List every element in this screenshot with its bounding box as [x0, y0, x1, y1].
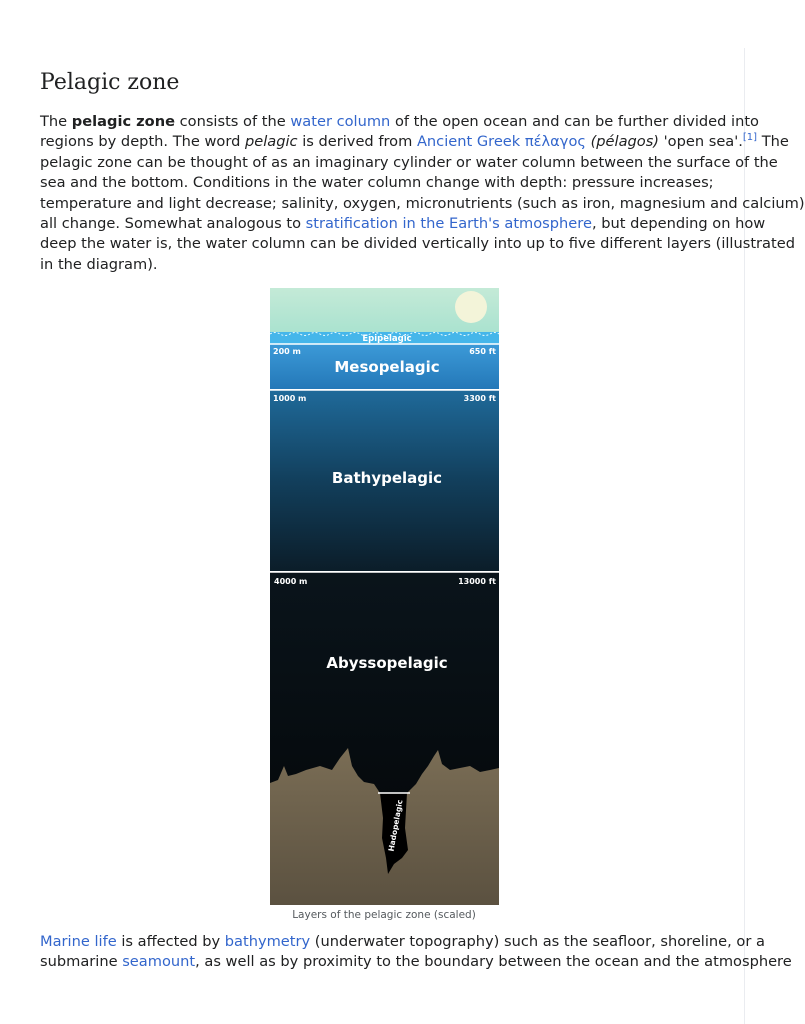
layer-hadopelagic-label: Hadopelagic: [386, 799, 405, 853]
text-run: sea and the bottom. Conditions in the water column change with depth: pressure increases;: [40, 174, 714, 192]
text-line: [40, 932, 765, 952]
depth-3300ft-label: 3300 ft: [463, 394, 496, 403]
italic-term: (pélagos): [590, 133, 660, 151]
text-run: The: [757, 133, 789, 151]
depth-4000m-label: 4000 m: [274, 577, 308, 586]
depth-200m-label: 200 m: [273, 347, 301, 356]
text-line: [40, 255, 740, 275]
text-run: The: [40, 113, 72, 130]
text-run: , as well as by proximity to the boundary between the ocean and the atmosphere: [195, 953, 792, 971]
text-run: is affected by: [116, 933, 225, 950]
text-run: in the diagram).: [40, 255, 158, 273]
citation-link[interactable]: [1]: [742, 132, 758, 144]
inline-link[interactable]: stratification in the Earth's atmosphere: [305, 215, 592, 233]
text-line: [40, 214, 766, 234]
inline-link[interactable]: seamount: [122, 953, 196, 971]
layer-epipelagic-label: Epipelagic: [362, 334, 412, 344]
inline-link[interactable]: water column: [290, 113, 391, 130]
layer-bathypelagic-label: Bathypelagic: [331, 469, 443, 487]
citation-ref[interactable]: [743, 132, 757, 143]
text-run: is derived from: [297, 133, 417, 151]
depth-1000m-label: 1000 m: [273, 394, 307, 403]
text-run: , but depending on how: [591, 215, 766, 233]
text-line: [40, 153, 778, 173]
inline-link[interactable]: Ancient Greek πέλαγος: [416, 133, 586, 151]
text-run: deep the water is, the water column can be divided vertically into up to five different layers (illustrated: [40, 235, 795, 253]
text-run: of the open ocean and can be further divided into: [390, 113, 759, 130]
marine-life-paragraph: [40, 932, 792, 973]
text-line: [40, 112, 759, 132]
text-run: regions by depth. The word: [40, 133, 245, 151]
text-run: consists of the: [174, 113, 291, 130]
pelagic-zone-diagram[interactable]: [270, 288, 499, 905]
text-run: (underwater topography) such as the seafloor, shoreline, or a: [310, 933, 765, 950]
intro-paragraph: [40, 112, 805, 275]
text-line: [40, 132, 789, 152]
section-heading: Pelagic zone: [40, 70, 180, 95]
sun-icon: [455, 291, 487, 323]
text-run: submarine: [40, 953, 123, 971]
italic-term: pelagic: [244, 133, 298, 151]
depth-650ft-label: 650 ft: [469, 347, 496, 356]
layer-abyssopelagic-label: Abyssopelagic: [326, 654, 448, 672]
inline-link[interactable]: Marine life: [40, 933, 117, 950]
bold-term: pelagic zone: [71, 113, 175, 130]
depth-13000ft-label: 13000 ft: [458, 577, 496, 586]
text-line: [40, 173, 740, 193]
text-run: all change. Somewhat analogous to: [40, 215, 306, 233]
text-run: temperature and light decrease; salinity, oxygen, micronutrients (such as iron, magnesium and calcium): [40, 194, 805, 212]
text-line: [40, 234, 795, 254]
text-line: [40, 952, 792, 972]
layer-mesopelagic-label: Mesopelagic: [334, 358, 440, 376]
text-run: pelagic zone can be thought of as an imaginary cylinder or water column between the surface of the: [40, 153, 778, 171]
inline-link[interactable]: bathymetry: [224, 933, 311, 950]
text-line: [40, 194, 805, 214]
text-run: 'open sea'.: [659, 133, 743, 151]
figure-caption: Layers of the pelagic zone (scaled): [292, 909, 476, 921]
